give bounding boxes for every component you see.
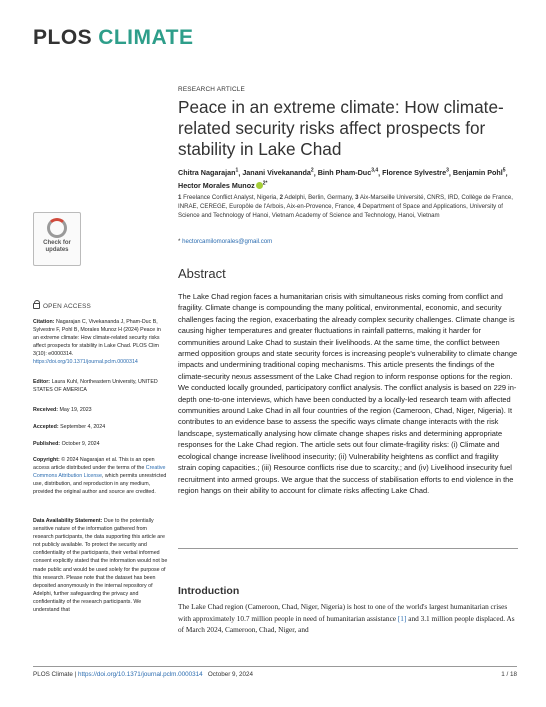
data-availability-block: Data Availability Statement: Due to the potentially sensitive nature of the information gathered from research participants, the data supporting this article are not publicly available. To protect the security and confidentiality of the participants, their verbal informed consent explicitly stated that the information would not be made public and would be used solely for the purpose of this research. Please note that the dataset has been deposited anonymously in the internal repository of Adelphi, further safeguarding the privacy and confidentiality of the research participants. We understand that — [33, 518, 168, 614]
footer: PLOS Climate | https://doi.org/10.1371/journal.pclm.0000314 October 9, 2024 — [33, 671, 254, 678]
logo-climate: CLIMATE — [98, 26, 194, 49]
check-updates-line1: Check for — [43, 240, 71, 246]
orcid-icon[interactable] — [256, 182, 263, 189]
citation-doi-link[interactable]: https://doi.org/10.1371/journal.pclm.0000314 — [33, 359, 138, 366]
article-title: Peace in an extreme climate: How climate-related security risks affect prospects for stability in Lake Chad — [178, 97, 504, 159]
check-updates-icon — [47, 218, 67, 238]
journal-logo — [33, 26, 193, 50]
copyright-block: Copyright: © 2024 Nagarajan et al. This is an open access article distributed under the terms of the Creative Commons Attribution License, which permits unrestricted use, distribution, and reproduction in any medium, provided the original author and source are credited. — [33, 457, 167, 496]
intro-heading: Introduction — [178, 585, 240, 597]
article-type: RESEARCH ARTICLE — [178, 86, 246, 93]
check-for-updates-badge[interactable] — [33, 212, 81, 266]
section-divider — [178, 548, 518, 549]
corresponding-email: * hectorcamilomorales@gmail.com — [178, 238, 273, 245]
logo-plos: PLOS — [33, 26, 93, 49]
abstract-text: The Lake Chad region faces a humanitarian crisis with simultaneous risks coming from conflict and fragility. Climate change is compounding the many political, environmental, economic, and security challenges facing the region, exacerbating the already complex security challenges. Climate change is causing higher temperatures and greater fluctuations in rainfall patterns, making it harder for communities around Lake Chad to sustain their livelihoods. At the same time, the conflict between armed opposition groups and state security forces is increasing people's vulnerability to climate change impacts and undermining traditional coping mechanisms. This article presents the findings of the climate-security nexus assessment of the Lake Chad region to inform response options for the region. We conducted locally grounded, participatory conflict analysis. The conflict analysis is based on 229 in-depth one-to-one interviews, which have been conducted by a locally-led research team with affected communities around Lake Chad in all four countries of the region (Cameroon, Chad, Niger, Nigeria). It contributes to an evidence base to assess the specific ways climate change interacts with the risk landscape, systematically analysing how climate change shapes risks and determining appropriate responses for the Lake Chad region. The article sets out four climate-fragility risks: (i) Climate and ecological change increase livelihood insecurity; (ii) Vulnerability heightens as conflict and fragility strain coping capacities.; (iii) Resource conflicts rise due to scarcity.; and (iv) Livelihood insecurity fuel recruitment into armed groups. We argue that the success of stabilisation efforts to end violence in the region hangs on their ability to account for climate risks affecting Lake Chad. — [178, 292, 518, 495]
footer-divider — [33, 666, 517, 667]
author[interactable]: Binh Pham-Duc$^{3,4}$ — [317, 168, 379, 178]
published-block: Published: October 9, 2024 — [33, 441, 100, 447]
open-access-label: OPEN ACCESS — [33, 303, 91, 310]
check-updates-line2: updates — [45, 247, 69, 253]
citation-block: Citation: Nagarajan C, Vivekananda J, Pham-Duc B, Sylvestre F, Pohl B, Morales Munoz H (2024) Peace in an extreme climate: How climate-related security risks affect prospects for stability in Lake Chad. PLOS Clim 3(10): e0000314. https://doi.org/10.1371/journal.pclm.0000314 — [33, 319, 161, 366]
author[interactable]: Benjamin Pohl$^5$ — [452, 168, 506, 178]
intro-text: The Lake Chad region (Cameroon, Chad, Niger, Nigeria) is host to one of the world's largest humanitarian crises with approximately 10.7 million people in need of humanitarian assistance [1] and 3.1 million people displaced. As of March 2024, Cameroon, Chad, Niger, and — [178, 602, 515, 634]
footer-doi-link[interactable]: https://doi.org/10.1371/journal.pclm.0000314 — [78, 671, 203, 678]
open-lock-icon — [33, 303, 40, 309]
author[interactable]: Hector Morales Munoz $^{2*}$ — [178, 180, 268, 191]
editor-block: Editor: Laura Kuhl, Northeastern University, UNITED STATES OF AMERICA — [33, 379, 158, 394]
reference-link[interactable]: [1] — [397, 613, 407, 623]
abstract-heading: Abstract — [178, 266, 226, 281]
author[interactable]: Chitra Nagarajan$^1$ — [178, 168, 239, 178]
author[interactable]: Janani Vivekananda$^2$ — [242, 168, 314, 178]
accepted-block: Accepted: September 4, 2024 — [33, 424, 106, 430]
author[interactable]: Florence Sylvestre$^3$ — [382, 168, 449, 178]
received-block: Received: May 19, 2023 — [33, 407, 92, 413]
page-number: 1 / 18 — [501, 671, 517, 678]
affiliations: 1 Freelance Conflict Analyst, Nigeria, 2 Adelphi, Berlin, Germany, 3 Aix-Marseille Université, CNRS, IRD, Collège de France, INRAE, CEREGE, Europôle de l'Arbois, Aix-en-Provence, France, 4 Department of Space and Applications, University of Science and Technology of Hanoi, Vietnam Academy of Science and Technology, Hanoi, Vietnam — [178, 194, 513, 220]
cc-license-link[interactable]: Creative Commons Attribution License — [33, 465, 166, 480]
author-list: Chitra Nagarajan$^1$, Janani Vivekananda$^2$, Binh Pham-Duc$^{3,4}$, Florence Sylvestre$^3$, Benjamin Pohl$^5$, Hector Morales Munoz $^{2*}$ — [178, 168, 508, 191]
email-link[interactable]: hectorcamilomorales@gmail.com — [182, 238, 273, 245]
